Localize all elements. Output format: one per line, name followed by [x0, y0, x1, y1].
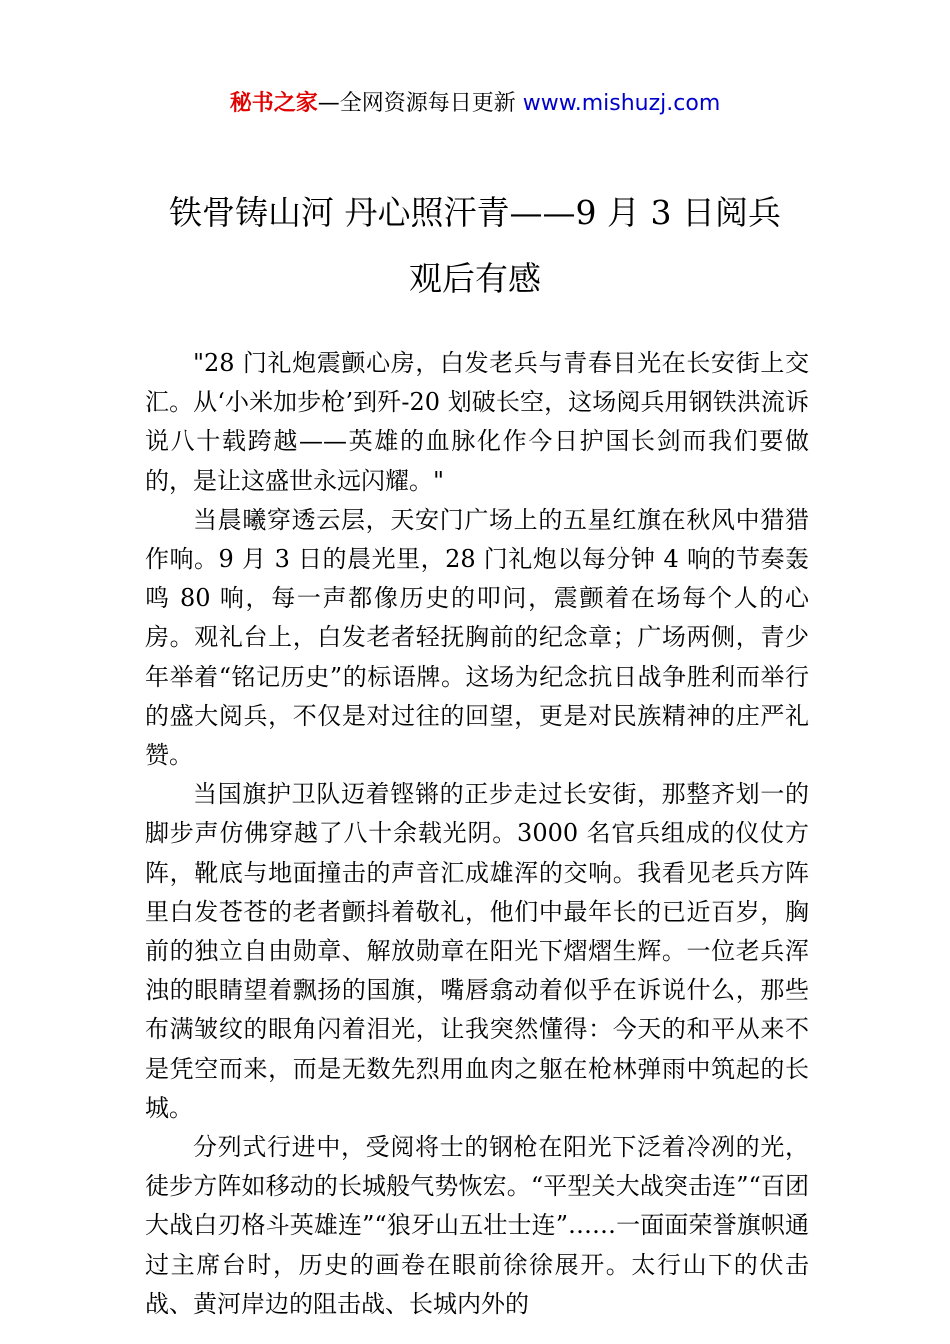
site-url-link[interactable]: www.mishuzj.com: [522, 91, 721, 116]
site-brand: 秘书之家: [229, 91, 318, 116]
site-tagline: —全网资源每日更新: [317, 91, 523, 116]
paragraph: 当国旗护卫队迈着铿锵的正步走过长安街，那整齐划一的脚步声仿佛穿越了八十余载光阴。3000 名官兵组成的仪仗方阵，靴底与地面撞击的声音汇成雄浑的交响。我看见老兵方阵里白发苍苍的老者颤抖着敬礼，他们中最年长的已近百岁，胸前的独立自由勋章、解放勋章在阳光下熠熠生辉。一位老兵浑浊的眼睛望着飘扬的国旗，嘴唇翕动着似乎在诉说什么，那些布满皱纹的眼角闪着泪光，让我突然懂得：今天的和平从来不是凭空而来，而是无数先烈用血肉之躯在枪林弹雨中筑起的长城。: [145, 780, 809, 1122]
paragraph-quote: "28 门礼炮震颤心房，白发老兵与青春目光在长安街上交汇。从‘小米加步枪’到歼-20 划破长空，这场阅兵用钢铁洪流诉说八十载跨越——英雄的血脉化作今日护国长剑而我们要做的，是让这盛世永远闪耀。": [145, 349, 809, 495]
paragraph: 当晨曦穿透云层，天安门广场上的五星红旗在秋风中猎猎作响。9 月 3 日的晨光里，28 门礼炮以每分钟 4 响的节奏轰鸣 80 响，每一声都像历史的叩问，震颤着在场每个人的心房。观礼台上，白发老者轻抚胸前的纪念章；广场两侧，青少年举着“铭记历史”的标语牌。这场为纪念抗日战争胜利而举行的盛大阅兵，不仅是对过往的回望，更是对民族精神的庄严礼赞。: [145, 505, 809, 770]
title-line-2: 观后有感: [409, 259, 541, 298]
site-header: [0, 88, 950, 120]
title-line-1: 铁骨铸山河 丹心照汗青——9 月 3 日阅兵: [169, 193, 781, 232]
paragraph: 分列式行进中，受阅将士的钢枪在阳光下泛着冷冽的光，徒步方阵如移动的长城般气势恢宏。“平型关大战突击连”“百团大战白刃格斗英雄连”“狼牙山五壮士连”……一面面荣誉旗帜通过主席台时，历史的画卷在眼前徐徐展开。太行山下的伏击战、黄河岸边的阻击战、长城内外的: [145, 1133, 809, 1318]
document-title: [100, 180, 850, 312]
document-body: [145, 344, 809, 1324]
